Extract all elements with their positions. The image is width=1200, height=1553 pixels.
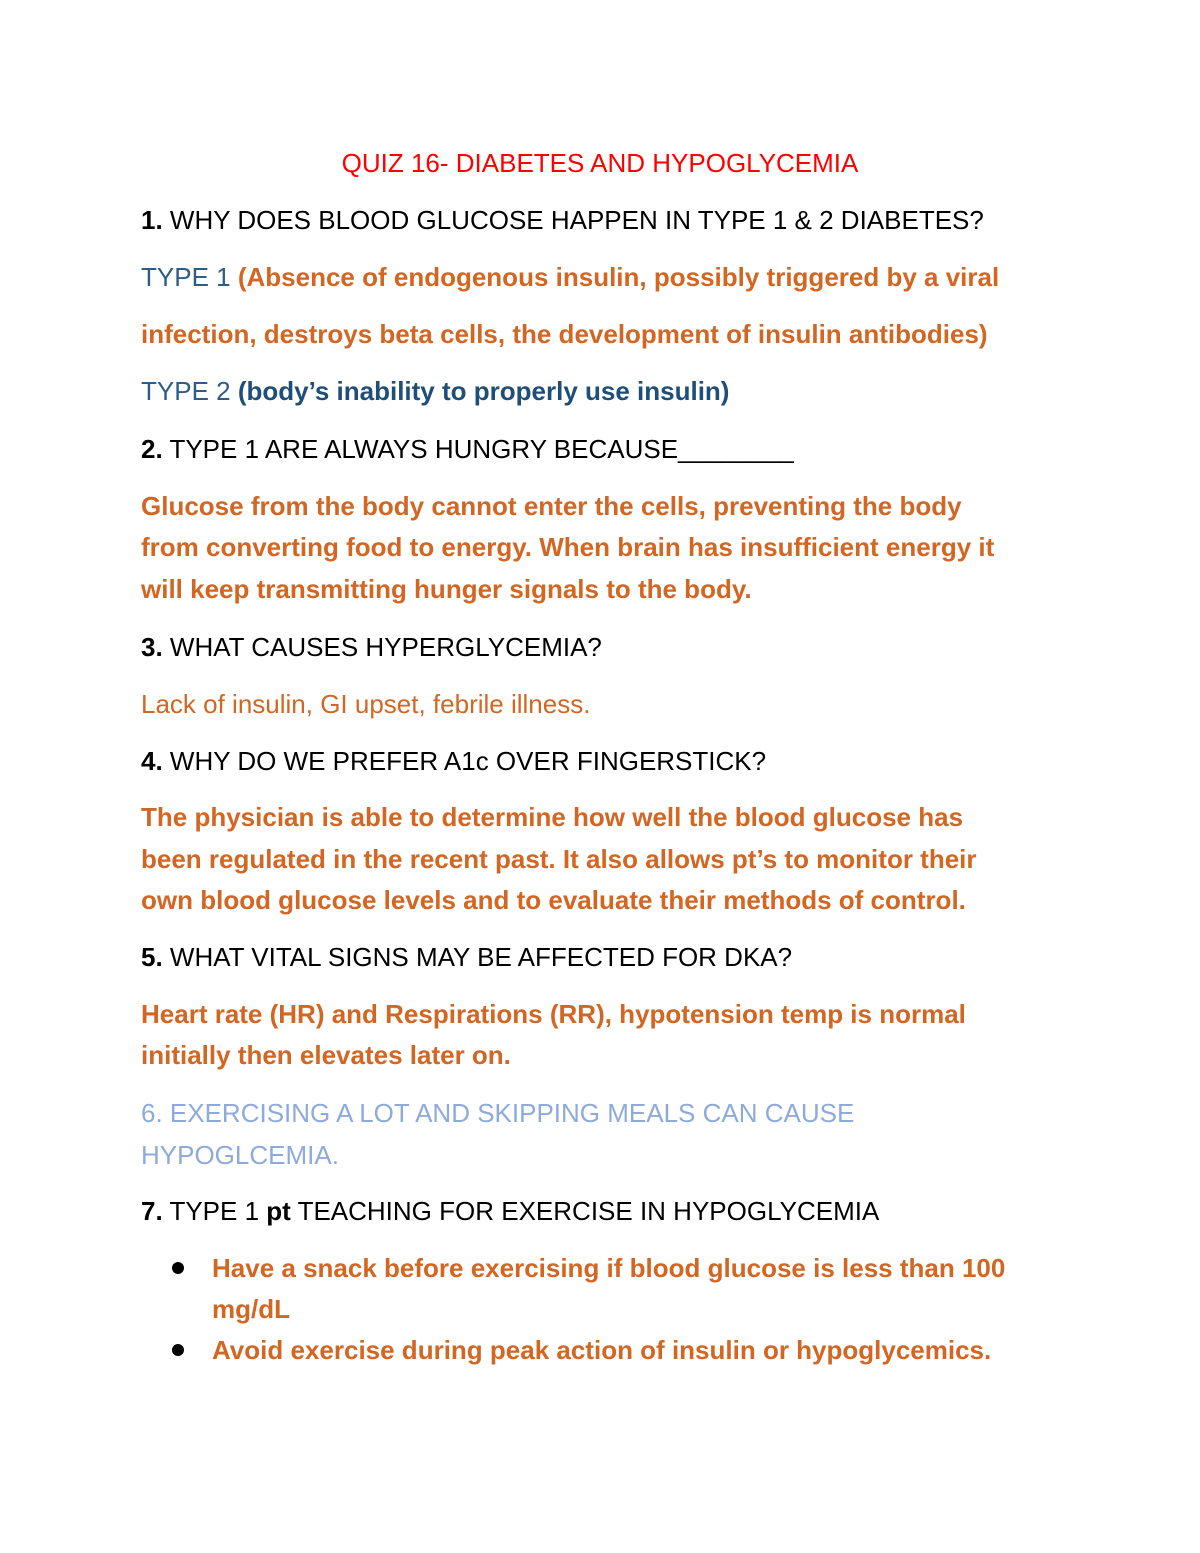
question-4: [141, 744, 766, 778]
bullet-item-1-line-1: Have a snack before exercising if blood glucose is less than 100: [212, 1253, 1006, 1283]
answer-4-line-3: own blood glucose levels and to evaluate their methods of control.: [141, 885, 966, 915]
question-4-text: WHY DO WE PREFER A1c OVER FINGERSTICK?: [162, 746, 767, 776]
type1-text-a: (Absence of endogenous insulin, possibly triggered by a viral: [237, 262, 1000, 292]
question-7-text-a: TYPE 1: [162, 1196, 267, 1226]
question-5-number: 5.: [141, 942, 163, 972]
bullet-item-1-line-2: mg/dL: [212, 1294, 290, 1324]
answer-3: Lack of insulin, GI upset, febrile illness.: [141, 689, 591, 719]
question-3-number: 3.: [141, 632, 163, 662]
bullet-item-2: Avoid exercise during peak action of insulin or hypoglycemics.: [212, 1335, 992, 1365]
type2-text: (body’s inability to properly use insulin): [237, 376, 730, 406]
answer-5-line-2: initially then elevates later on.: [141, 1040, 511, 1070]
question-7-text-b: TEACHING FOR EXERCISE IN HYPOGLYCEMIA: [290, 1196, 880, 1226]
question-2-text: TYPE 1 ARE ALWAYS HUNGRY BECAUSE________: [162, 434, 794, 464]
question-5-text: WHAT VITAL SIGNS MAY BE AFFECTED FOR DKA?: [162, 942, 793, 972]
type2-label: TYPE 2: [141, 376, 238, 406]
answer-2-line-2: from converting food to energy. When brain has insufficient energy it: [141, 532, 995, 562]
question-3-text: WHAT CAUSES HYPERGLYCEMIA?: [162, 632, 602, 662]
answer-4-line-2: been regulated in the recent past. It also allows pt’s to monitor their: [141, 844, 977, 874]
answer-2-line-1: Glucose from the body cannot enter the cells, preventing the body: [141, 491, 962, 521]
bullet-icon: [172, 1262, 184, 1274]
answer-4-line-1: The physician is able to determine how well the blood glucose has: [141, 802, 964, 832]
answer-1-type2: [141, 374, 729, 408]
question-2: [141, 432, 794, 466]
question-1: [141, 203, 984, 237]
question-2-number: 2.: [141, 434, 163, 464]
question-3: [141, 630, 602, 664]
answer-1-type1-line-1: [141, 260, 999, 294]
question-7-number: 7.: [141, 1196, 163, 1226]
bullet-icon: [172, 1344, 184, 1356]
statement-6-line-1: 6. EXERCISING A LOT AND SKIPPING MEALS CAN CAUSE: [141, 1098, 855, 1128]
question-5: [141, 940, 792, 974]
question-7: [141, 1194, 879, 1228]
type1-label: TYPE 1: [141, 262, 238, 292]
question-4-number: 4.: [141, 746, 163, 776]
question-7-text-pt: pt: [266, 1196, 291, 1226]
question-1-number: 1.: [141, 205, 163, 235]
answer-5-line-1: Heart rate (HR) and Respirations (RR), hypotension temp is normal: [141, 999, 966, 1029]
answer-1-type1-line-2: infection, destroys beta cells, the development of insulin antibodies): [141, 319, 988, 349]
page-title: QUIZ 16- DIABETES AND HYPOGLYCEMIA: [341, 148, 859, 178]
statement-6-line-2: HYPOGLCEMIA.: [141, 1140, 339, 1170]
question-1-text: WHY DOES BLOOD GLUCOSE HAPPEN IN TYPE 1 & 2 DIABETES?: [162, 205, 984, 235]
answer-2-line-3: will keep transmitting hunger signals to the body.: [141, 574, 752, 604]
